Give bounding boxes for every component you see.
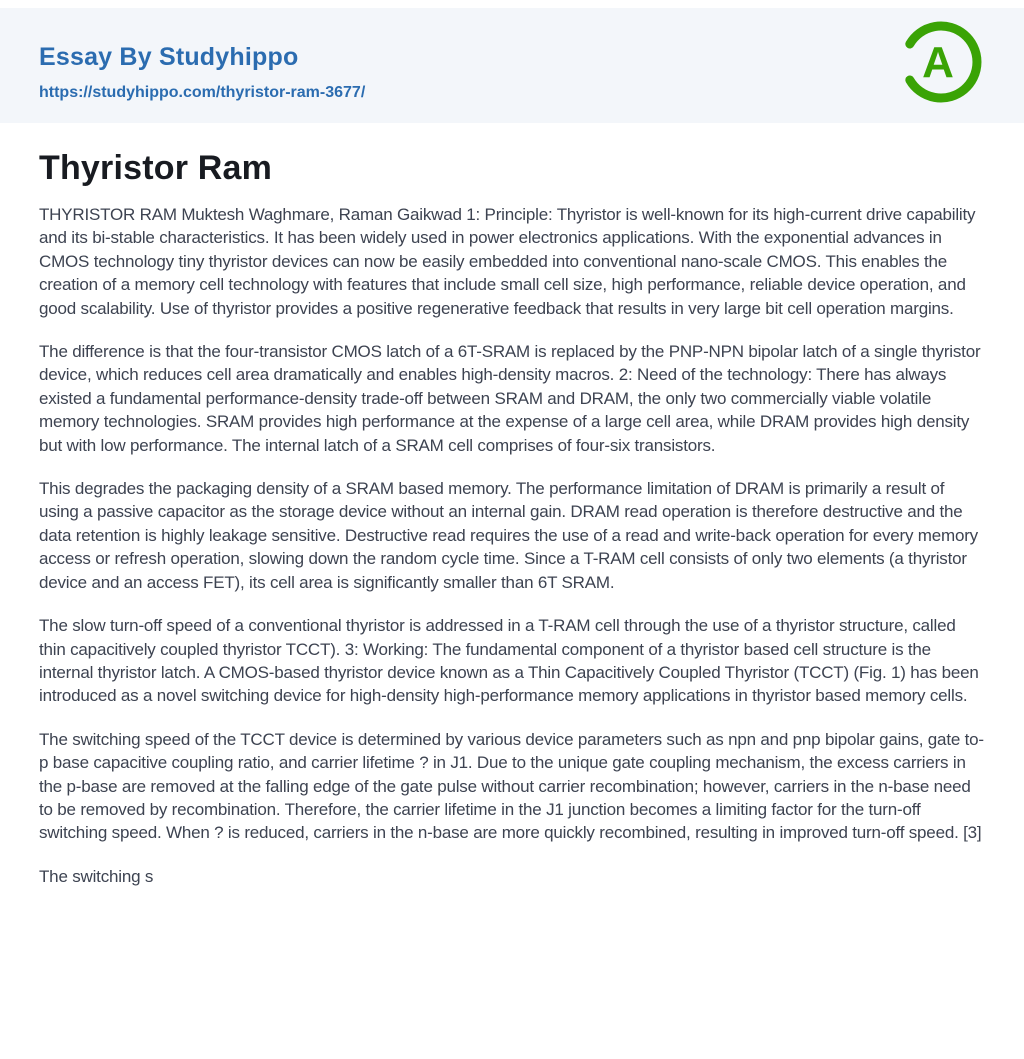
logo-svg [898,19,984,105]
essay-paragraph-5: The switching speed of the TCCT device is determined by various device parameters such as npn and pnp bipolar gains, gate to-p base capacitive coupling ratio, and carrier lifetime ? in J1. Due to the unique gate coupling mechanism, the excess carriers in the p-base are removed at the falling edge of the gate pulse without carrier recombination; however, carriers in the n-base need to be removed by recombination. Therefore, the carrier lifetime in the J1 junction becomes a limiting factor for the turn-off switching speed. When ? is reduced, carriers in the n-base are more quickly recombined, resulting in improved turn-off speed. [3] [39,729,984,843]
site-header [0,8,1024,123]
essay-paragraph-1: THYRISTOR RAM Muktesh Waghmare, Raman Gaikwad 1: Principle: Thyristor is well-known for its high-current drive capability and its bi-stable characteristics. It has been widely used in power electronics applications. With the exponential advances in CMOS technology tiny thyristor devices can now be easily embedded into conventional nano-scale CMOS. This enables the creation of a memory cell technology with features that include small cell size, high performance, reliable device operation, and good scalability. Use of thyristor provides a positive regenerative feedback that results in very large bit cell operation margins. [39,205,976,318]
studyhippo-logo-icon [898,19,984,105]
essay-paragraph-4: The slow turn-off speed of a conventional thyristor is addressed in a T-RAM cell through the use of a thyristor structure, called thin capacitively coupled thyristor TCCT). 3: Working: The fundamental component of a thyristor based cell structure is the internal thyristor latch. A CMOS-based thyristor device known as a Thin Capacitively Coupled Thyristor (TCCT) (Fig. 1) has been introduced as a novel switching device for high-density high-performance memory applications in thyristor based memory cells. [39,616,979,706]
essay-paragraph-3: This degrades the packaging density of a SRAM based memory. The performance limitation of DRAM is primarily a result of using a passive capacitor as the storage device without an internal gain. DRAM read operation is therefore destructive and the data retention is highly leakage sensitive. Destructive read requires the use of a read and write-back operation for every memory access or refresh operation, slowing down the random cycle time. Since a T-RAM cell consists of only two elements (a thyristor device and an access FET), its cell area is significantly smaller than 6T SRAM. [39,479,978,592]
essay-content [0,123,1024,888]
logo-letter: A [922,38,954,87]
essay-paragraph-2: The difference is that the four-transistor CMOS latch of a 6T-SRAM is replaced by the PNP-NPN bipolar latch of a single thyristor device, which reduces cell area dramatically and enables high-density macros. 2: Need of the technology: There has always existed a fundamental performance-density trade-off between SRAM and DRAM, the only two commercially viable volatile memory technologies. SRAM provides high performance at the expense of a large cell area, while DRAM provides high density but with low performance. The internal latch of a SRAM cell comprises of four-six transistors. [39,342,981,455]
brand-title: Essay By Studyhippo [39,43,299,71]
essay-paragraph-6-truncated: The switching s [39,866,154,886]
essay-url-link[interactable]: https://studyhippo.com/thyristor-ram-3677/ [39,84,366,101]
header-text-block [39,42,984,103]
page-title: Thyristor Ram [39,149,273,187]
essay-page [0,8,1024,888]
